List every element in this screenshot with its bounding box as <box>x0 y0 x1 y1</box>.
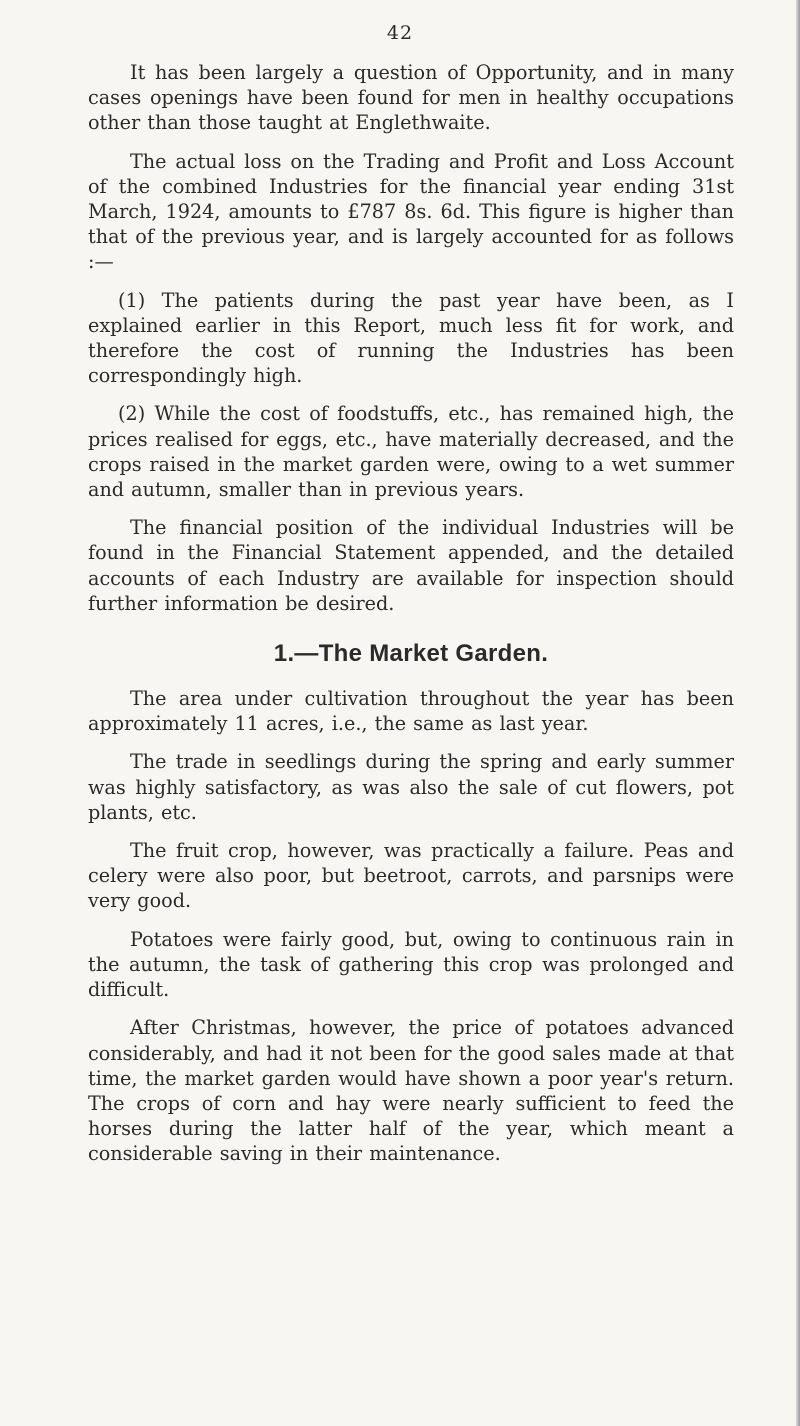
page-number: 42 <box>386 22 414 44</box>
paragraph-potatoes: Potatoes were fairly good, but, owing to continuous rain in the autumn, the task of gathering this crop was prolonged and difficult. <box>88 927 734 1002</box>
paragraph-reason-1: (1) The patients during the past year have been, as I explained earlier in this Report, much less fit for work, and therefore the cost of running the Industries has been correspondingly high. <box>88 288 734 388</box>
paragraph-financial-position: The financial position of the individual Industries will be found in the Financial Statement appended, and the detailed accounts of each Industry are available for inspection should further information be desired. <box>88 516 734 615</box>
page-content <box>88 60 734 1180</box>
paragraph-area: The area under cultivation throughout the year has been approximately 11 acres, i.e., the same as last year. <box>88 687 734 736</box>
page-edge-shadow <box>796 0 800 1426</box>
paragraph-seedlings: The trade in seedlings during the spring and early summer was highly satisfactory, as was also the sale of cut flowers, pot plants, etc. <box>88 750 734 824</box>
paragraph-reason-2: (2) While the cost of foodstuffs, etc., has remained high, the prices realised for eggs, etc., have materially decreased, and the crops raised in the market garden were, owing to a wet summer and autumn, smaller than in previous years. <box>88 402 734 502</box>
paragraph-trading-loss: The actual loss on the Trading and Profit and Loss Account of the combined Industries for the financial year ending 31st March, 1924, amounts to £787 8s. 6d. This figure is higher than that of the previous year, and is largely accounted for as follows :— <box>88 149 734 274</box>
section-heading-market-garden: 1.—The Market Garden. <box>273 640 549 668</box>
paragraph-christmas: After Christmas, however, the price of potatoes advanced considerably, and had it not been for the good sales made at that time, the market garden would have shown a poor year's return. The crops of corn and hay were nearly sufficient to feed the horses during the latter half of the year, which meant a considerable saving in their maintenance. <box>88 1016 734 1166</box>
paragraph-fruit-crop: The fruit crop, however, was practically a failure. Peas and celery were also poor, but beetroot, carrots, and parsnips were very good. <box>88 839 734 913</box>
paragraph-opportunity: It has been largely a question of Opportunity, and in many cases openings have been found for men in healthy occupations other than those taught at Englethwaite. <box>88 61 734 135</box>
